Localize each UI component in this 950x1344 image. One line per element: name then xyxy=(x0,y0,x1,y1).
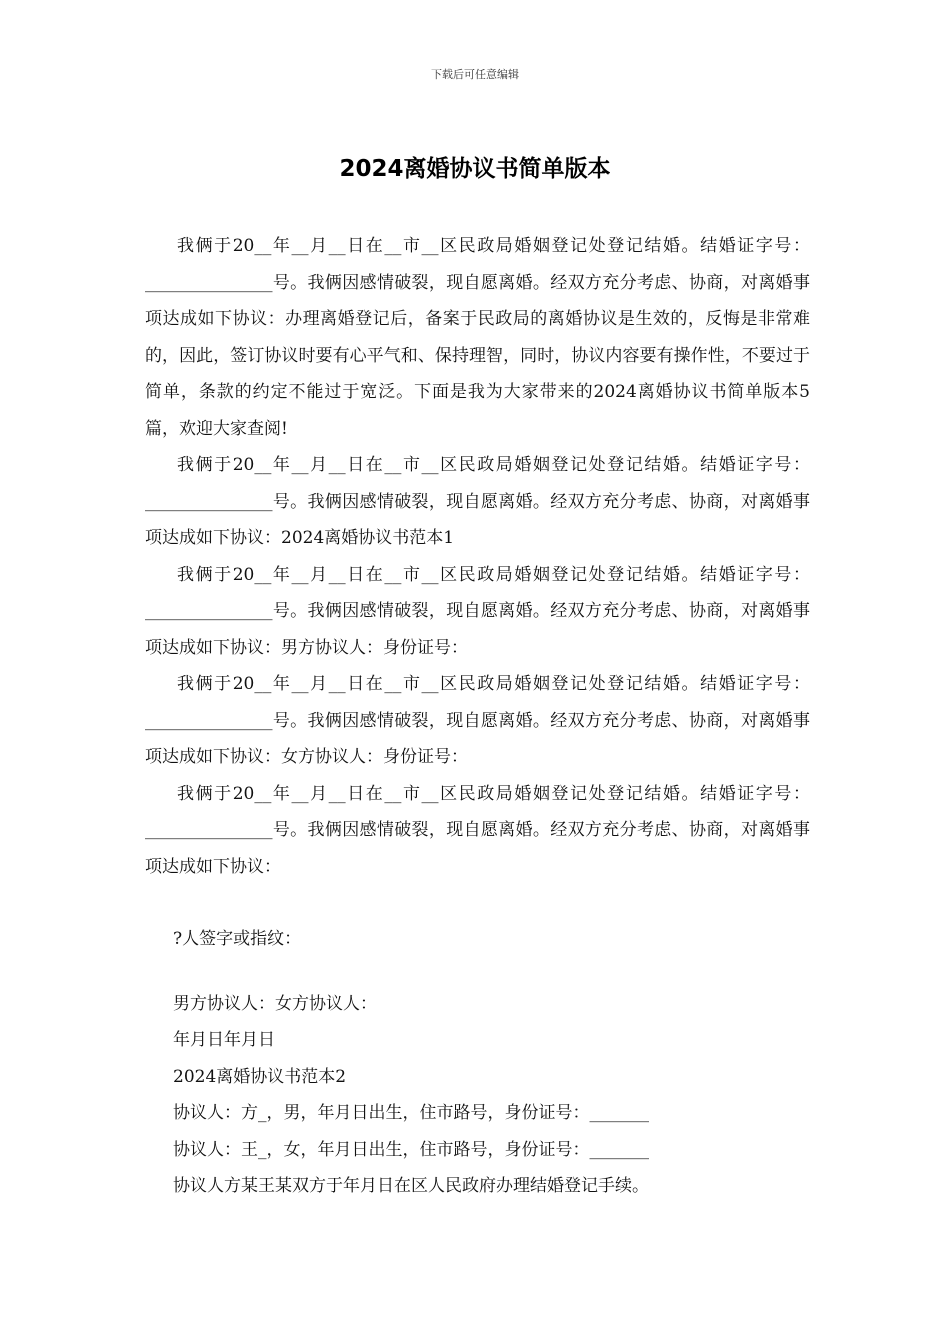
document-body xyxy=(145,228,810,1205)
section-heading: 2024离婚协议书范本2 xyxy=(173,1066,347,1087)
paragraph: 我俩于20__年__月__日在__市__区民政局婚姻登记处登记结婚。结婚证字号：_______________号。我俩因感情破裂，现自愿离婚。经双方充分考虑、协商，对离婚事项达成如下协议： xyxy=(145,783,810,877)
signature-line: ?人签字或指纹： xyxy=(173,929,302,949)
signatory-line: 男方协议人：女方协议人： xyxy=(173,993,377,1014)
party-line-wife: 协议人：王_，女，年月日出生，住市路号，身份证号：_______ xyxy=(173,1139,649,1160)
registration-line: 协议人方某王某双方于年月日在区人民政府办理结婚登记手续。 xyxy=(173,1176,649,1196)
page-title: 2024离婚协议书简单版本 xyxy=(339,156,611,182)
paragraph: 我俩于20__年__月__日在__市__区民政局婚姻登记处登记结婚。结婚证字号：_______________号。我俩因感情破裂，现自愿离婚。经双方充分考虑、协商，对离婚事项达成如下协议：2024离婚协议书范本1 xyxy=(145,455,810,548)
paragraph: 我俩于20__年__月__日在__市__区民政局婚姻登记处登记结婚。结婚证字号：_______________号。我俩因感情破裂，现自愿离婚。经双方充分考虑、协商，对离婚事项达成如下协议：男方协议人：身份证号： xyxy=(145,564,810,658)
party-line-husband: 协议人：方_，男，年月日出生，住市路号，身份证号：_______ xyxy=(173,1103,649,1123)
spacer xyxy=(145,885,810,921)
paragraph-intro: 我俩于20__年__月__日在__市__区民政局婚姻登记处登记结婚。结婚证字号：_______________号。我俩因感情破裂，现自愿离婚。经双方充分考虑、协商，对离婚事项达成如下协议：办理离婚登记后，备案于民政局的离婚协议是生效的，反悔是非常难的，因此，签订协议时要有心平气和、保持理智，同时，协议内容要有操作性，不要过于简单，条款的约定不能过于宽泛。下面是我为大家带来的2024离婚协议书简单版本5篇，欢迎大家查阅! xyxy=(145,236,810,439)
spacer xyxy=(145,958,810,986)
page-header-note: 下载后可任意编辑 xyxy=(431,68,519,81)
paragraph: 我俩于20__年__月__日在__市__区民政局婚姻登记处登记结婚。结婚证字号：_______________号。我俩因感情破裂，现自愿离婚。经双方充分考虑、协商，对离婚事项达成如下协议：女方协议人：身份证号： xyxy=(145,674,810,767)
date-line: 年月日年月日 xyxy=(173,1030,275,1050)
